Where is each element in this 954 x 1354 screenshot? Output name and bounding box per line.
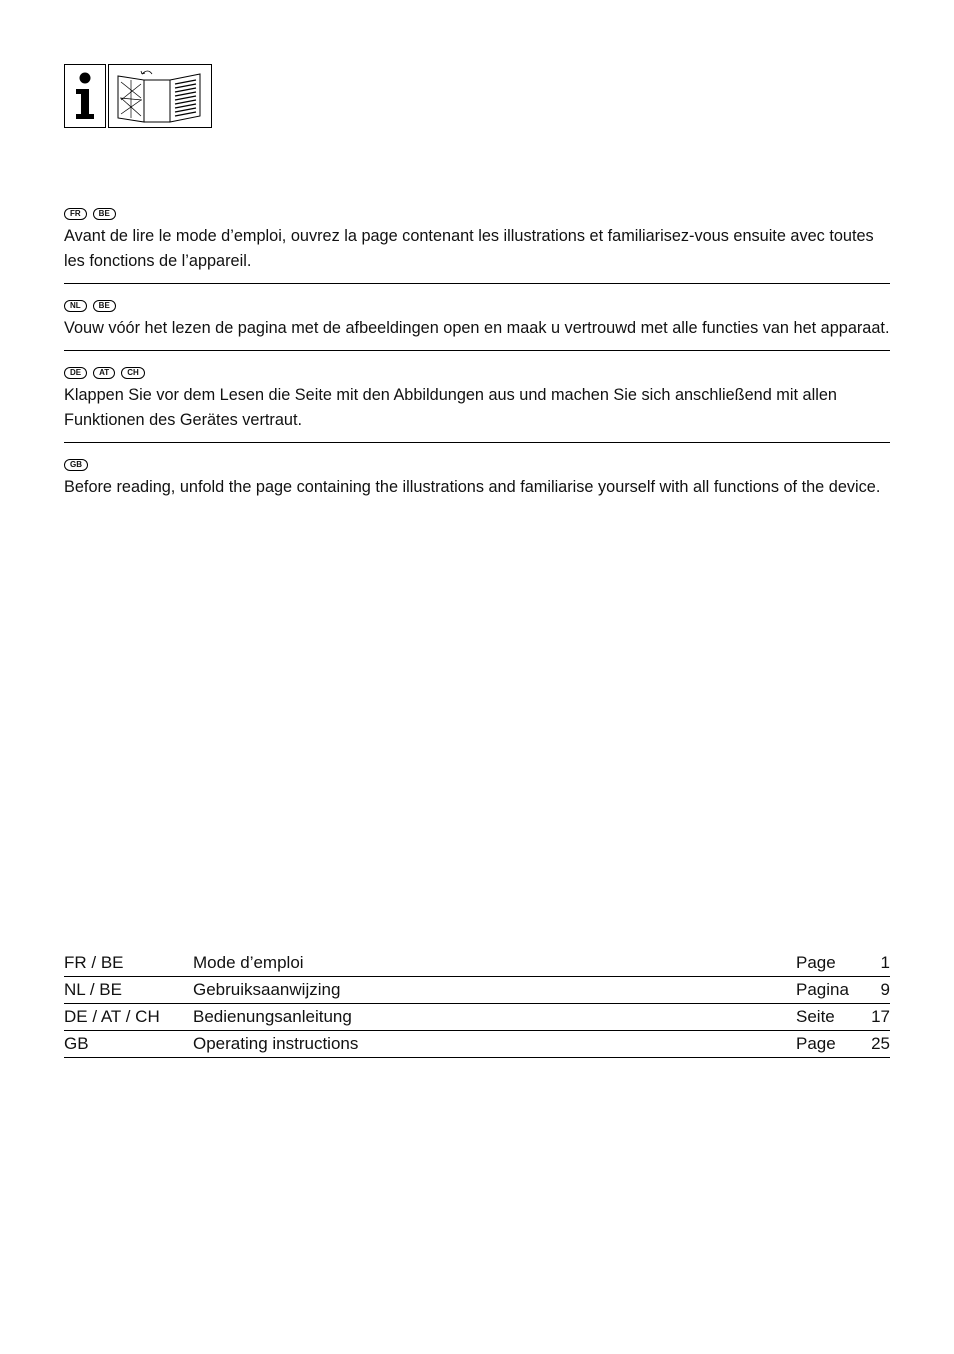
notice-gb (64, 443, 890, 509)
notice-text: Vouw vóór het lezen de pagina met de afbeeldingen open en maak u vertrouwd met alle functies van het apparaat. (64, 319, 890, 337)
toc-row[interactable] (64, 950, 890, 977)
language-badge: BE (93, 300, 116, 312)
toc-language-code: GB (64, 1034, 89, 1053)
toc-page-label: Page (796, 1034, 836, 1053)
toc-language-code: DE / AT / CH (64, 1007, 160, 1026)
language-badges (64, 365, 890, 381)
toc-page-label: Pagina (796, 980, 849, 999)
notice-text: Avant de lire le mode d’emploi, ouvrez la page contenant les illustrations et familiarisez-vous ensuite avec toutes les fonctions de l’appareil. (64, 227, 874, 270)
toc-title: Bedienungsanleitung (193, 1007, 352, 1026)
notice-nl-be (64, 284, 890, 351)
language-badge: DE (64, 367, 87, 379)
language-badges (64, 457, 890, 473)
header-icons (64, 64, 212, 128)
toc-language-code: NL / BE (64, 980, 122, 999)
info-icon (64, 64, 106, 128)
toc-page-number: 17 (871, 1007, 890, 1026)
toc-title: Mode d’emploi (193, 953, 304, 972)
table-of-contents (64, 950, 890, 1058)
toc-row[interactable] (64, 1004, 890, 1031)
language-badge: FR (64, 208, 87, 220)
toc-row[interactable] (64, 1031, 890, 1058)
unfold-page-icon (108, 64, 212, 128)
language-badges (64, 298, 890, 314)
toc-page-label: Page (796, 953, 836, 972)
language-badge: GB (64, 459, 88, 471)
toc-page-number: 1 (880, 953, 890, 972)
toc-page-number: 25 (871, 1034, 890, 1053)
toc-title: Operating instructions (193, 1034, 359, 1053)
toc-language-code: FR / BE (64, 953, 124, 972)
notice-de-at-ch (64, 351, 890, 443)
language-badge: CH (121, 367, 145, 379)
language-badge: AT (93, 367, 115, 379)
notice-text: Before reading, unfold the page containing the illustrations and familiarise yourself with all functions of the device. (64, 478, 881, 496)
notice-fr-be (64, 206, 890, 284)
toc-row[interactable] (64, 977, 890, 1004)
language-badge: NL (64, 300, 87, 312)
language-badge: BE (93, 208, 116, 220)
notice-text: Klappen Sie vor dem Lesen die Seite mit den Abbildungen aus und machen Sie sich anschließend mit allen Funktionen des Gerätes vertraut. (64, 386, 837, 429)
intro-notices (64, 206, 890, 509)
toc-page-number: 9 (880, 980, 890, 999)
toc-page-label: Seite (796, 1007, 835, 1026)
toc-title: Gebruiksaanwijzing (193, 980, 341, 999)
language-badges (64, 206, 890, 222)
